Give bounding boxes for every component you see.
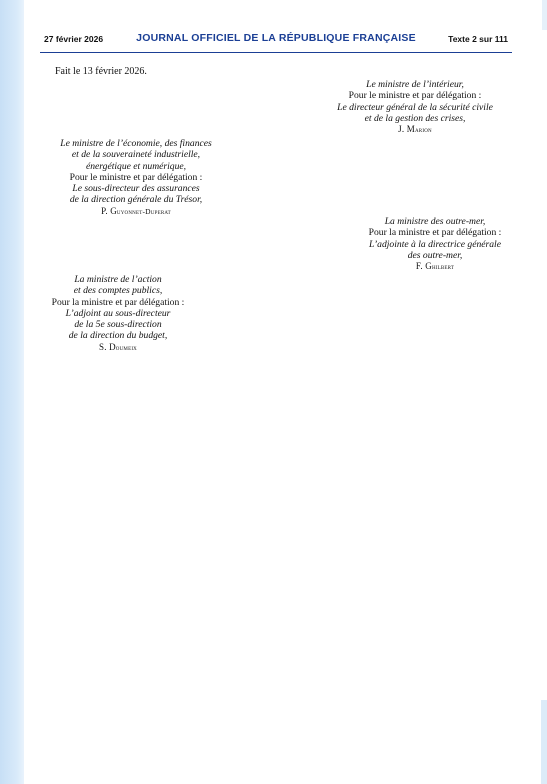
signatory-initial: F. G xyxy=(415,261,432,272)
header-date: 27 février 2026 xyxy=(44,34,104,44)
signature-outre-mer xyxy=(350,216,520,272)
signature-line: L’adjoint au sous-directeur xyxy=(65,307,171,319)
signature-line: L’adjointe à la directrice générale xyxy=(369,238,501,250)
signature-line: Pour le ministre et par délégation : xyxy=(348,90,482,102)
signature-line: de la direction du budget, xyxy=(68,330,168,342)
signature-line: énergétique et numérique, xyxy=(85,160,187,172)
signature-line: de la 5e sous-direction xyxy=(74,319,162,331)
signatory-surname: oumeix xyxy=(115,342,137,352)
signature-line: Le directeur général de la sécurité civile xyxy=(337,101,493,113)
signature-economie xyxy=(36,138,236,217)
signatory-initial: S. D xyxy=(98,341,116,352)
page-left-margin xyxy=(0,0,24,784)
signature-line: et de la gestion des crises, xyxy=(364,112,466,124)
signature-interieur xyxy=(320,79,510,135)
fait-le-date: Fait le 13 février 2026. xyxy=(55,66,147,77)
signature-line: La ministre de l’action xyxy=(74,274,162,285)
signature-line: des outre-mer, xyxy=(407,249,463,261)
signatory-name xyxy=(320,124,510,135)
signatory-name xyxy=(38,342,198,353)
journal-title: JOURNAL OFFICIEL DE LA RÉPUBLIQUE FRANÇAISE xyxy=(136,32,416,44)
signature-line: Le sous-directeur des assurances xyxy=(72,183,200,195)
signature-line: Le ministre de l’intérieur, xyxy=(366,79,464,90)
signature-line: Pour le ministre et par délégation : xyxy=(69,171,203,183)
signature-line: et des comptes publics, xyxy=(73,285,163,297)
signatory-surname: arion xyxy=(414,125,432,135)
signatory-surname: uyonnet-Duperat xyxy=(116,206,171,216)
signature-comptes-publics xyxy=(38,274,198,353)
signatory-initial: J. M xyxy=(398,124,415,135)
signature-line: et de la souveraineté industrielle, xyxy=(71,149,201,161)
signature-line: Pour la ministre et par délégation : xyxy=(51,296,185,308)
page-right-margin-bottom xyxy=(541,700,547,784)
page-right-margin-top xyxy=(542,0,547,30)
signature-line: Le ministre de l’économie, des finances xyxy=(60,138,212,149)
signature-line: La ministre des outre-mer, xyxy=(384,216,486,227)
signatory-surname: hilbert xyxy=(431,262,455,272)
signature-line: Pour la ministre et par délégation : xyxy=(368,227,502,239)
signatory-initial: P. G xyxy=(101,205,117,216)
signature-line: de la direction générale du Trésor, xyxy=(69,194,203,206)
signatory-name xyxy=(350,261,520,272)
texte-number: Texte 2 sur 111 xyxy=(448,34,508,44)
page-header xyxy=(40,30,512,53)
signatory-name xyxy=(36,206,236,217)
